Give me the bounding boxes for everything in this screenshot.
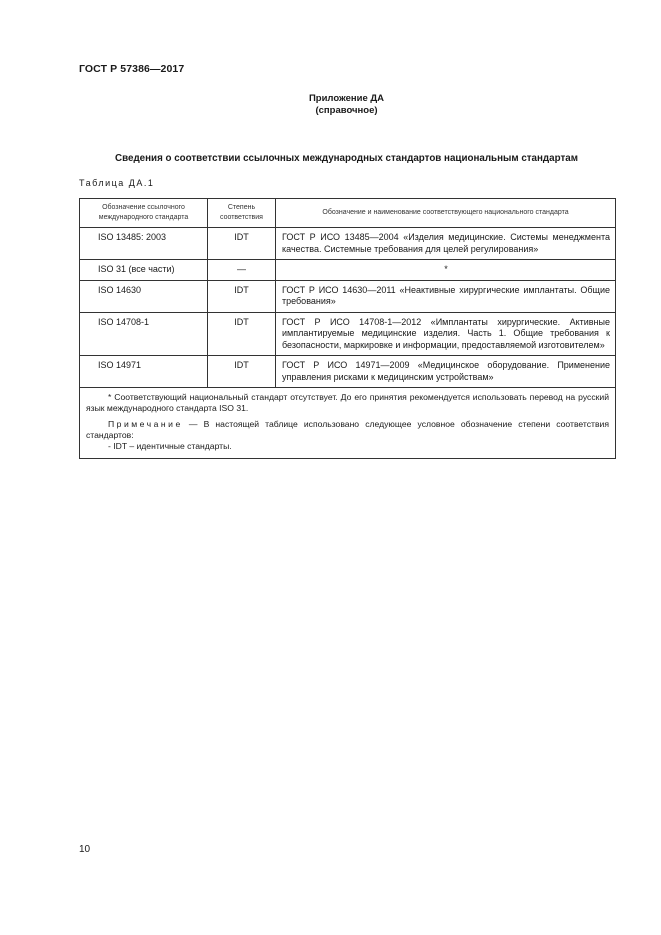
header-degree: Степень соответствия [208,199,276,228]
national-standard-cell: ГОСТ Р ИСО 14630—2011 «Неактивные хирургические имплантаты. Общие требования» [276,280,616,312]
reference-standard-cell: ISO 14708-1 [80,312,208,356]
note-label: Примечание [108,419,183,429]
annex-heading [0,93,661,117]
degree-cell: IDT [208,228,276,260]
table-caption: Таблица ДА.1 [79,178,155,188]
table-row [80,356,616,388]
table-row [80,280,616,312]
degree-cell: IDT [208,280,276,312]
degree-cell: — [208,260,276,281]
national-standard-cell: * [276,260,616,281]
table-row [80,228,616,260]
degree-cell: IDT [208,356,276,388]
annex-subtitle: (справочное) [315,105,378,116]
table-notes-row [80,388,616,459]
table-header-row [80,199,616,228]
table-row [80,260,616,281]
reference-standard-cell: ISO 13485: 2003 [80,228,208,260]
document-code: ГОСТ Р 57386—2017 [79,63,185,75]
table-note [86,419,609,441]
national-standard-cell: ГОСТ Р ИСО 13485—2004 «Изделия медицинские. Системы менеджмента качества. Системные требования для целей регулирования» [276,228,616,260]
reference-standard-cell: ISO 14630 [80,280,208,312]
section-title [0,153,661,164]
reference-standard-cell: ISO 31 (все части) [80,260,208,281]
table-row [80,312,616,356]
note-list-item: - IDT – идентичные стандарты. [108,441,232,451]
table-notes-cell [80,388,616,459]
header-national-standard: Обозначение и наименование соответствующего национального стандарта [276,199,616,228]
section-title-text: Сведения о соответствии ссылочных международных стандартов национальным стандартам [115,153,578,164]
note-text: — В настоящей таблице использовано следующее условное обозначение степени соответствия стандартов: [86,419,609,440]
header-reference-standard: Обозначение ссылочного международного стандарта [80,199,208,228]
correspondence-table [79,198,616,459]
degree-cell: IDT [208,312,276,356]
reference-standard-cell: ISO 14971 [80,356,208,388]
table-footnote: * Соответствующий национальный стандарт отсутствует. До его принятия рекомендуется использовать перевод на русский язык международного стандарта ISO 31. [86,392,609,413]
national-standard-cell: ГОСТ Р ИСО 14971—2009 «Медицинское оборудование. Применение управления рисками к медицинским устройствам» [276,356,616,388]
page-number: 10 [79,844,91,855]
annex-title: Приложение ДА [308,93,385,104]
national-standard-cell: ГОСТ Р ИСО 14708-1—2012 «Имплантаты хирургические. Активные имплантируемые медицинские изделия. Часть 1. Общие требования к безопасности, маркировке и информации, предоставляемой изготовителем» [276,312,616,356]
